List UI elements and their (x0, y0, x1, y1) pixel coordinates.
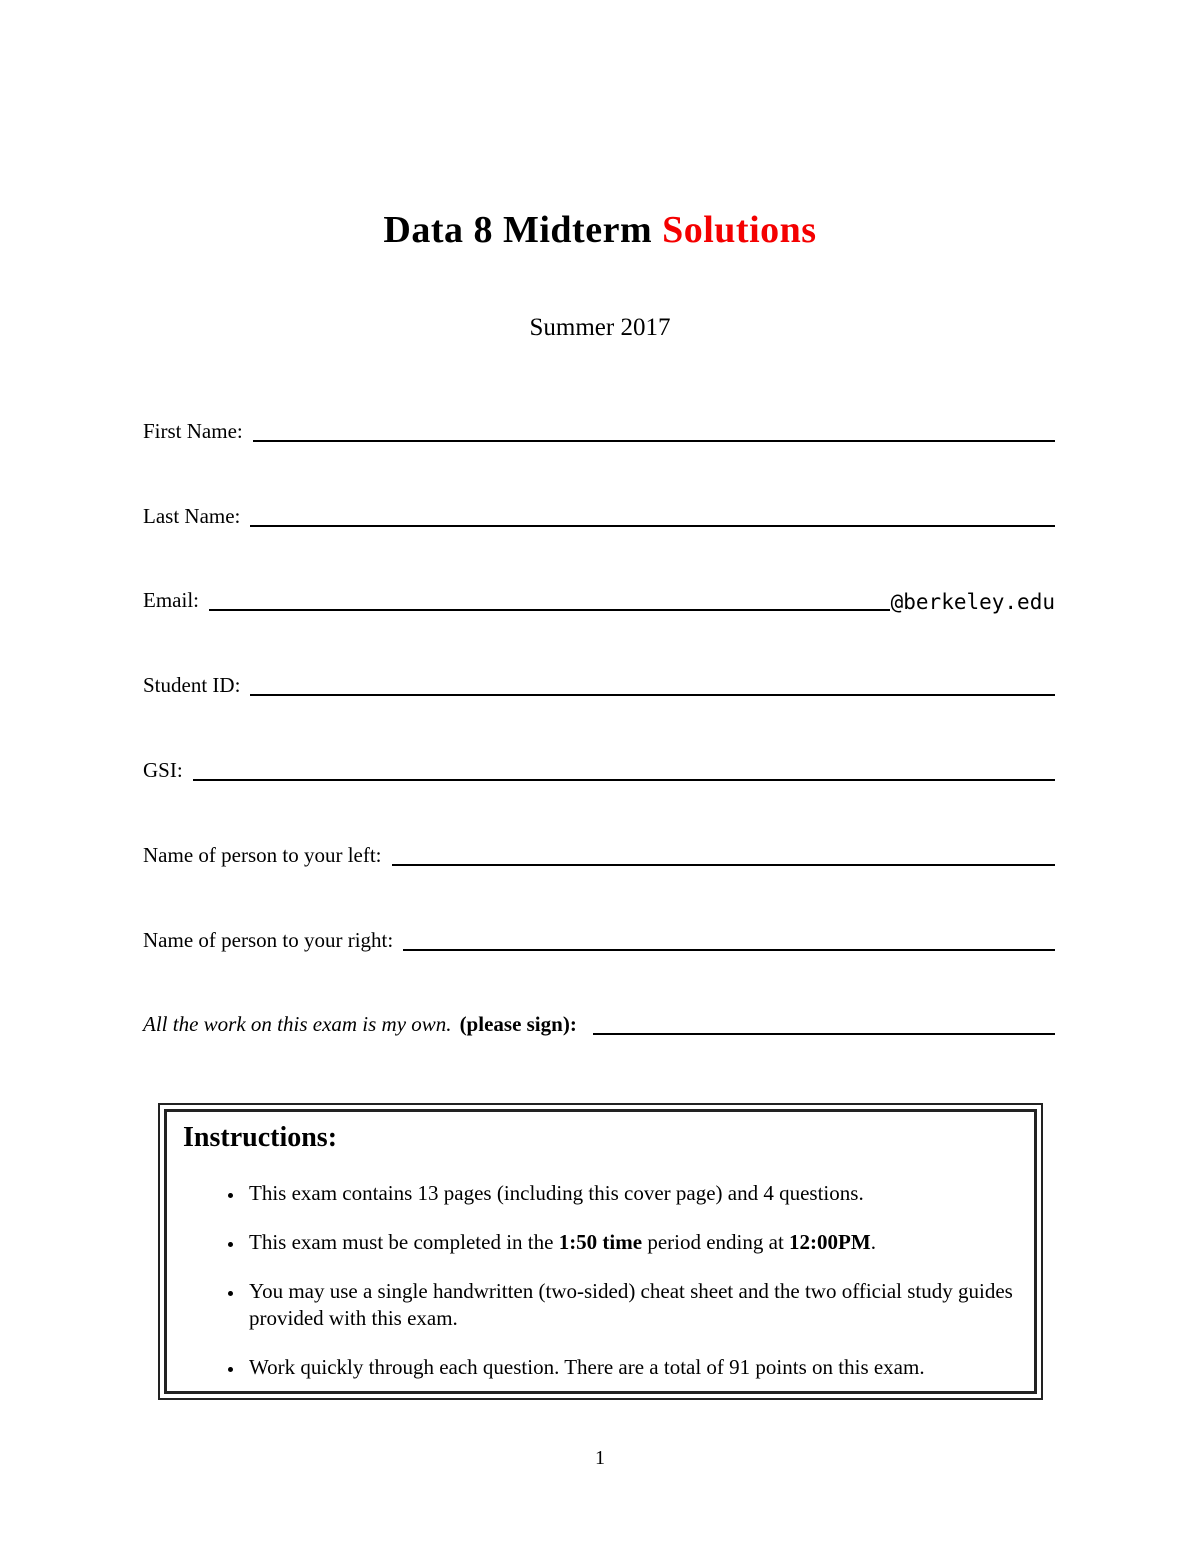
student-id-label: Student ID: (143, 673, 241, 697)
student-id-blank-line (250, 694, 1055, 696)
form-field-gsi (143, 752, 1055, 784)
bullet-text: . (870, 1230, 876, 1254)
instructions-box (158, 1103, 1043, 1400)
form-field-signature (143, 1006, 1055, 1038)
bullet-text: This exam must be completed in the (249, 1230, 559, 1254)
person-right-blank-line (403, 949, 1055, 951)
person-left-blank-line (392, 864, 1055, 866)
bullet-text: period ending at (642, 1230, 790, 1254)
person-left-label: Name of person to your left: (143, 843, 382, 867)
last-name-blank-line (250, 525, 1055, 527)
instruction-bullet-pages (245, 1180, 1014, 1207)
page-number: 1 (595, 1447, 605, 1469)
last-name-label: Last Name: (143, 504, 241, 528)
please-sign-label: (please sign): (459, 1012, 577, 1036)
form-field-person-right (143, 922, 1055, 954)
email-domain-suffix: @berkeley.edu (890, 590, 1055, 614)
instructions-box-inner (164, 1109, 1037, 1394)
form-field-first-name (143, 413, 1055, 445)
instruction-bullet-points (245, 1354, 1014, 1381)
email-blank-line (209, 609, 890, 611)
bullet-text: Work quickly through each question. There are a total of 91 points on this exam. (249, 1355, 925, 1379)
form-field-student-id (143, 667, 1055, 699)
bullet-text-bold: 12:00PM (789, 1230, 871, 1254)
instructions-list (183, 1180, 1014, 1381)
bullet-text: You may use a single handwritten (two-sided) cheat sheet and the two official study guides provided with this exam. (249, 1279, 1013, 1330)
document-subtitle: Summer 2017 (529, 314, 671, 341)
bullet-text-bold: 1:50 time (558, 1230, 643, 1254)
instruction-bullet-time (245, 1229, 1014, 1256)
bullet-text: This exam contains 13 pages (including this cover page) and 4 questions. (249, 1181, 864, 1205)
document-title-solutions: Solutions (662, 209, 817, 251)
document-title-black: Data 8 Midterm (383, 209, 663, 251)
person-right-label: Name of person to your right: (143, 928, 394, 952)
form-field-person-left (143, 837, 1055, 869)
email-label: Email: (143, 588, 199, 612)
instructions-heading: Instructions: (183, 1122, 338, 1153)
honor-statement: All the work on this exam is my own. (143, 1012, 452, 1036)
gsi-blank-line (193, 779, 1055, 781)
gsi-label: GSI: (143, 758, 183, 782)
instruction-bullet-cheat-sheet (245, 1278, 1014, 1332)
signature-blank-line (593, 1033, 1055, 1035)
first-name-blank-line (253, 440, 1055, 442)
document-title (0, 208, 1200, 252)
form-field-last-name (143, 498, 1055, 530)
first-name-label: First Name: (143, 419, 243, 443)
form-field-email (143, 582, 1055, 614)
